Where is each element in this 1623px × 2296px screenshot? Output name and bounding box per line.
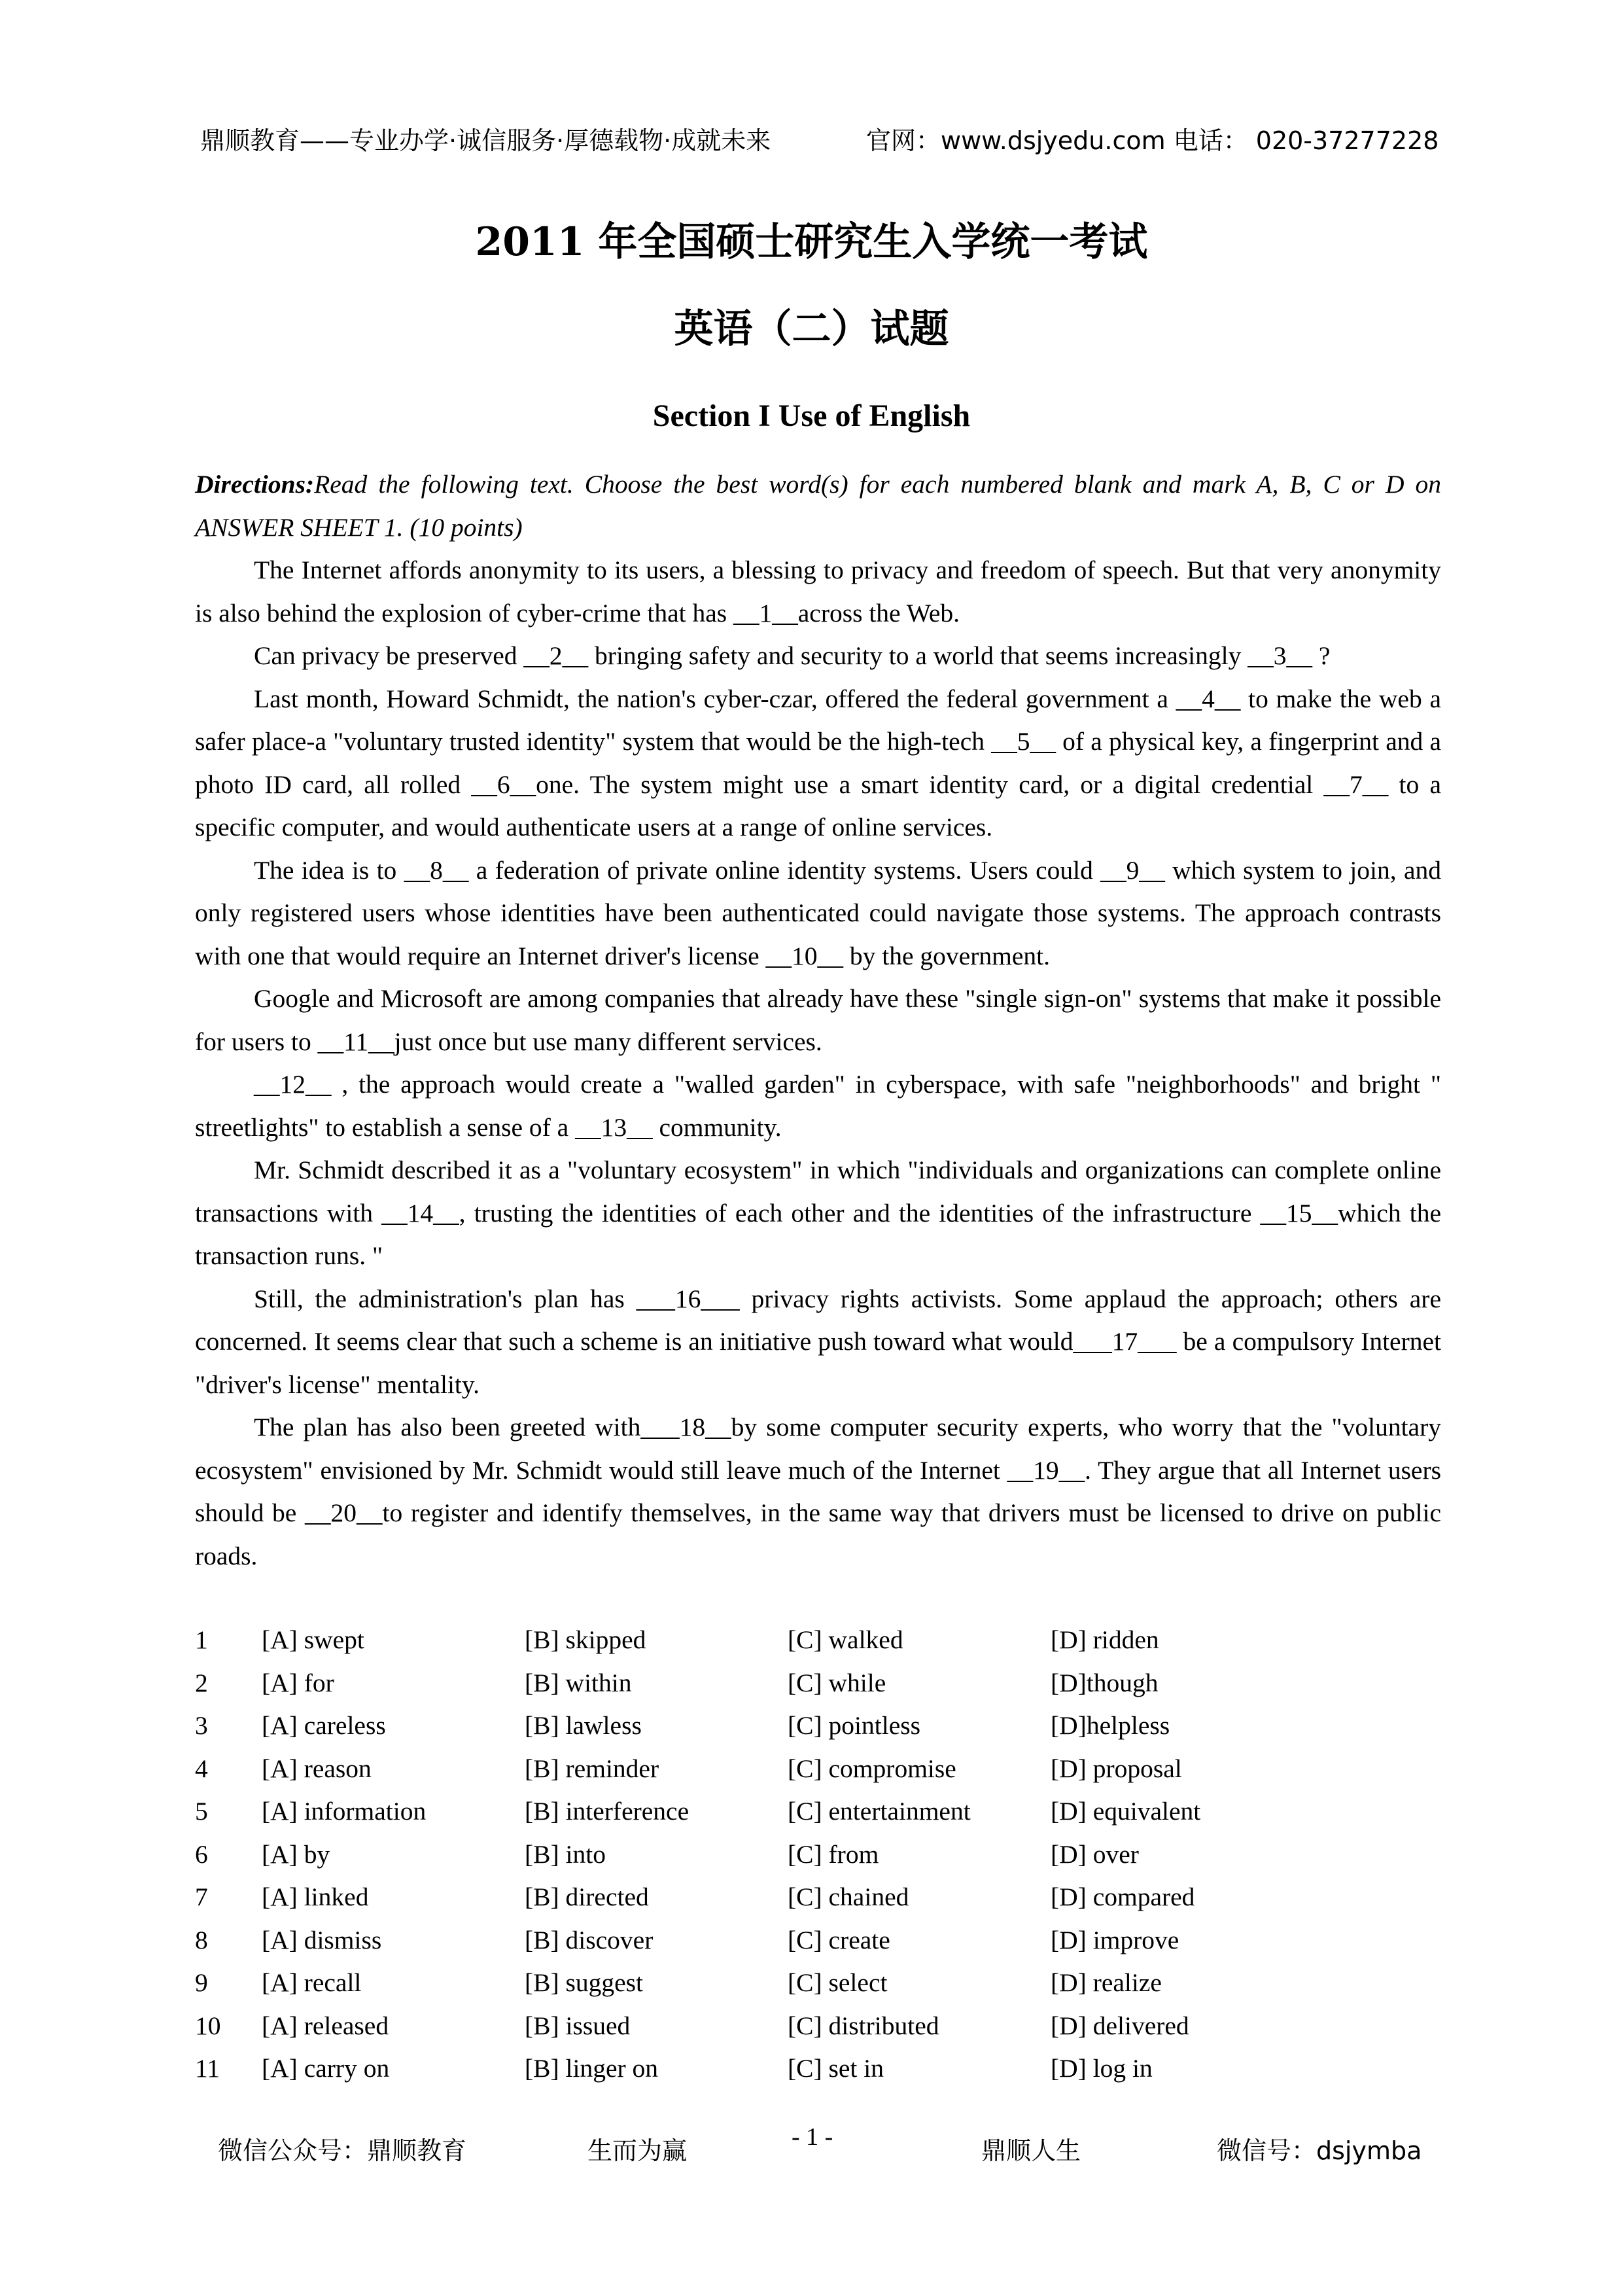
option-row: [195, 1704, 1441, 1748]
exam-title: 2011 年全国硕士研究生入学统一考试: [475, 219, 1148, 265]
option-b: [B] interference: [525, 1797, 689, 1826]
option-row: [195, 1619, 1441, 1662]
question-number: 2: [195, 1668, 208, 1697]
option-c: [C] while: [788, 1668, 886, 1697]
question-number: 3: [195, 1711, 208, 1740]
option-c: [C] entertainment: [788, 1797, 971, 1826]
option-a: [A] for: [262, 1668, 334, 1697]
option-d: [D] ridden: [1051, 1625, 1159, 1654]
option-a: [A] careless: [262, 1711, 386, 1740]
option-b: [B] discover: [525, 1925, 654, 1954]
option-a: [A] information: [262, 1797, 427, 1826]
option-a: [A] recall: [262, 1968, 362, 1997]
option-c: [C] distributed: [788, 2011, 939, 2040]
option-row: [195, 2047, 1441, 2091]
option-d: [D] improve: [1051, 1925, 1179, 1954]
option-row: [195, 1962, 1441, 2005]
page-number: - 1 -: [792, 2123, 833, 2151]
option-d: [D]though: [1051, 1668, 1159, 1697]
option-a: [A] released: [262, 2011, 389, 2040]
option-d: [D] realize: [1051, 1968, 1162, 1997]
option-row: [195, 1876, 1441, 1919]
option-d: [D] log in: [1051, 2054, 1153, 2083]
option-a: [A] reason: [262, 1754, 372, 1783]
footer-slogan-2: 鼎顺人生: [981, 2136, 1081, 2165]
header-slogan: 鼎顺教育——专业办学·诚信服务·厚德载物·成就未来: [200, 126, 771, 155]
option-a: [A] by: [262, 1839, 330, 1869]
option-b: [B] into: [525, 1839, 606, 1869]
paragraph: Still, the administration's plan has ___16___ privacy rights activists. Some applaud the approach; others are concerned. It seems clear that such a scheme is an initiative push toward what would___17___ be a compulsory Internet "driver's license" mentality.: [195, 1284, 1441, 1399]
passage: [195, 463, 1441, 1578]
header-contact: 官网：www.dsjyedu.com 电话： 020-37277228: [866, 126, 1439, 155]
option-d: [D] compared: [1051, 1882, 1195, 1911]
question-number: 1: [195, 1625, 208, 1654]
question-number: 11: [195, 2054, 220, 2083]
footer-wechat-id: 微信号：dsjymba: [1217, 2136, 1422, 2165]
option-d: [D] delivered: [1051, 2011, 1189, 2040]
paragraph: The idea is to __8__ a federation of private online identity systems. Users could __9__ which system to join, and only registered users whose identities have been authenticated could navigate those systems. The approach contrasts with one that would require an Internet driver's license __10__ by the government.: [195, 855, 1441, 970]
option-c: [C] pointless: [788, 1711, 920, 1740]
footer-slogan-1: 生而为赢: [587, 2136, 688, 2165]
option-b: [B] issued: [525, 2011, 631, 2040]
paragraph: The plan has also been greeted with___18__by some computer security experts, who worry that the "voluntary ecosystem" envisioned by Mr. Schmidt would still leave much of the Internet __19__. They argue that all Internet users should be __20__to register and identify themselves, in the same way that drivers must be licensed to drive on public roads.: [195, 1413, 1441, 1570]
option-row: [195, 1790, 1441, 1833]
exam-subtitle: 英语（二）试题: [674, 306, 949, 352]
option-c: [C] select: [788, 1968, 888, 1997]
option-a: [A] swept: [262, 1625, 364, 1654]
option-a: [A] dismiss: [262, 1925, 382, 1954]
option-row: [195, 1919, 1441, 1962]
option-b: [B] lawless: [525, 1711, 642, 1740]
directions-text: Read the following text. Choose the best word(s) for each numbered blank and mark A, B, C or D on ANSWER SHEET 1. (10 points): [195, 470, 1441, 542]
question-number: 4: [195, 1754, 208, 1783]
option-row: [195, 1833, 1441, 1877]
option-c: [C] chained: [788, 1882, 909, 1911]
option-c: [C] compromise: [788, 1754, 956, 1783]
option-d: [D] over: [1051, 1839, 1139, 1869]
option-b: [B] linger on: [525, 2054, 659, 2083]
option-c: [C] walked: [788, 1625, 903, 1654]
option-d: [D] proposal: [1051, 1754, 1182, 1783]
question-number: 9: [195, 1968, 208, 1997]
option-b: [B] reminder: [525, 1754, 659, 1783]
footer-wechat-public: 微信公众号：鼎顺教育: [218, 2136, 467, 2165]
paragraph: Can privacy be preserved __2__ bringing safety and security to a world that seems increasingly __3__ ?: [254, 641, 1331, 670]
paragraph: Last month, Howard Schmidt, the nation's cyber-czar, offered the federal government a __4__ to make the web a safer place-a "voluntary trusted identity" system that would be the high-tech __5__ of a physical key, a fingerprint and a photo ID card, all rolled __6__one. The system might use a smart identity card, or a digital credential __7__ to a specific computer, and would authenticate users at a range of online services.: [195, 684, 1441, 841]
directions: [195, 463, 1441, 549]
paragraph: Google and Microsoft are among companies that already have these "single sign-on" systems that make it possible for users to __11__just once but use many different services.: [195, 984, 1441, 1056]
option-a: [A] carry on: [262, 2054, 390, 2083]
page-header: [200, 120, 1443, 157]
option-b: [B] suggest: [525, 1968, 644, 1997]
directions-label: Directions:: [195, 470, 315, 499]
question-number: 6: [195, 1839, 208, 1869]
option-c: [C] set in: [788, 2054, 884, 2083]
option-c: [C] create: [788, 1925, 890, 1954]
paragraph: Mr. Schmidt described it as a "voluntary ecosystem" in which "individuals and organizations can complete online transactions with __14__, trusting the identities of each other and the identities of the infrastructure __15__which the transaction runs. ": [195, 1156, 1441, 1270]
option-row: [195, 1662, 1441, 1705]
option-d: [D] equivalent: [1051, 1797, 1201, 1826]
option-b: [B] skipped: [525, 1625, 646, 1654]
question-number: 5: [195, 1797, 208, 1826]
option-row: [195, 2005, 1441, 2048]
paragraph: The Internet affords anonymity to its users, a blessing to privacy and freedom of speech. But that very anonymity is also behind the explosion of cyber-crime that has __1__across the Web.: [195, 556, 1441, 627]
option-c: [C] from: [788, 1839, 879, 1869]
question-number: 10: [195, 2011, 221, 2040]
question-number: 7: [195, 1882, 208, 1911]
option-d: [D]helpless: [1051, 1711, 1170, 1740]
option-row: [195, 1748, 1441, 1791]
answer-options: [195, 1619, 1441, 2091]
option-b: [B] within: [525, 1668, 632, 1697]
question-number: 8: [195, 1925, 208, 1954]
option-b: [B] directed: [525, 1882, 649, 1911]
option-a: [A] linked: [262, 1882, 369, 1911]
paragraph: __12__ , the approach would create a "walled garden" in cyberspace, with safe "neighborhoods" and bright " streetlights" to establish a sense of a __13__ community.: [195, 1070, 1441, 1142]
section-heading: Section I Use of English: [652, 398, 971, 433]
